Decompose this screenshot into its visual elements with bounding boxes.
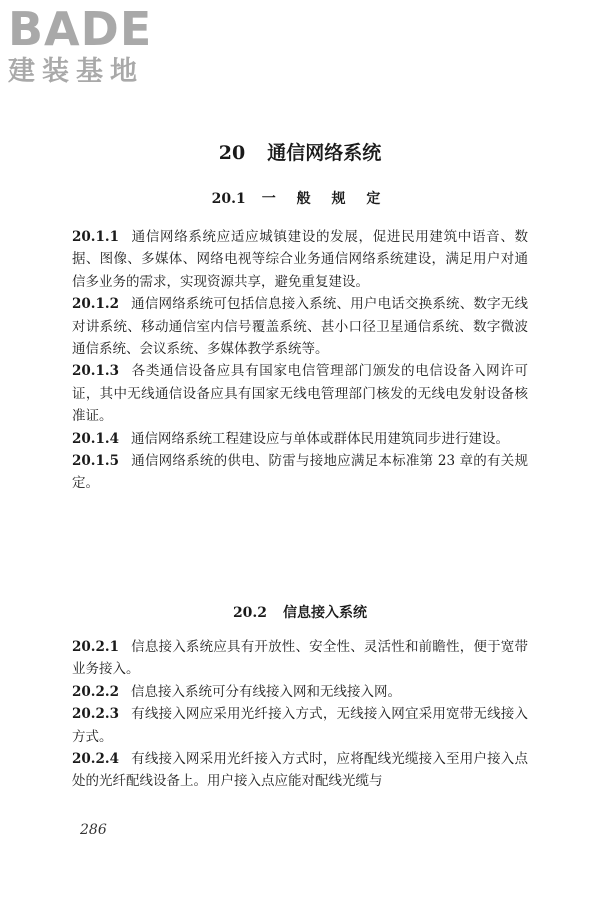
clause-text: 通信网络系统工程建设应与单体或群体民用建筑同步进行建设。 — [130, 430, 509, 447]
bade-logo-watermark — [8, 4, 178, 88]
section-20-2-body — [72, 636, 528, 793]
chapter-title-text: 通信网络系统 — [267, 142, 382, 164]
clause-20-2-3 — [72, 703, 528, 748]
chapter-title — [0, 140, 600, 166]
clause-20-2-1 — [72, 636, 528, 681]
section-number: 20.2 — [232, 605, 268, 621]
clause-number: 20.1.1 — [72, 229, 119, 245]
clause-20-1-3 — [72, 360, 528, 427]
page-number: 286 — [80, 822, 107, 838]
logo-subtitle: 建装基地 — [8, 56, 144, 87]
clause-number: 20.1.2 — [72, 296, 119, 313]
clause-text: 通信网络系统的供电、防雷与接地应满足本标准第 23 章的有关规定。 — [72, 453, 528, 492]
logo-brand: BADE — [8, 2, 153, 56]
section-number: 20.1 — [211, 191, 246, 207]
clause-number: 20.2.4 — [72, 751, 119, 768]
section-title-text: 一 般 规 定 — [261, 191, 389, 207]
chapter-number: 20 — [218, 142, 246, 164]
section-title-20-2 — [0, 603, 600, 623]
clause-number: 20.1.3 — [72, 363, 119, 380]
clause-text: 通信网络系统应适应城镇建设的发展，促进民用建筑中语音、数据、图像、多媒体、网络电视等综合业务通信网络系统建设，满足用户对通信多业务的需求，实现资源共享，避免重复建设。 — [72, 229, 528, 290]
clause-20-2-4 — [72, 748, 528, 793]
clause-20-1-5 — [72, 450, 528, 495]
section-title-20-1 — [0, 189, 600, 209]
clause-20-1-2 — [72, 293, 528, 360]
clause-20-1-1 — [72, 226, 528, 293]
clause-number: 20.1.5 — [72, 453, 119, 470]
clause-text: 信息接入系统应具有开放性、安全性、灵活性和前瞻性，便于宽带业务接入。 — [72, 639, 528, 678]
clause-number: 20.2.3 — [72, 706, 119, 723]
clause-text: 信息接入系统可分有线接入网和无线接入网。 — [130, 683, 401, 700]
clause-number: 20.1.4 — [72, 430, 119, 447]
clause-text: 通信网络系统可包括信息接入系统、用户电话交换系统、数字无线对讲系统、移动通信室内信号覆盖系统、甚小口径卫星通信系统、数字微波通信系统、会议系统、多媒体教学系统等。 — [72, 296, 528, 358]
clause-text: 各类通信设备应具有国家电信管理部门颁发的电信设备入网许可证，其中无线通信设备应具有国家无线电管理部门核发的无线电发射设备核准证。 — [72, 363, 528, 425]
clause-number: 20.2.2 — [72, 683, 119, 700]
section-title-text: 信息接入系统 — [283, 605, 368, 621]
section-20-1-body — [72, 226, 528, 495]
clause-number: 20.2.1 — [72, 639, 119, 655]
clause-20-1-4 — [72, 428, 528, 450]
clause-text: 有线接入网应采用光纤接入方式，无线接入网宜采用宽带无线接入方式。 — [72, 706, 528, 745]
clause-text: 有线接入网采用光纤接入方式时，应将配线光缆接入至用户接入点处的光纤配线设备上。用户接入点应能对配线光缆与 — [72, 751, 528, 790]
clause-20-2-2 — [72, 681, 528, 703]
